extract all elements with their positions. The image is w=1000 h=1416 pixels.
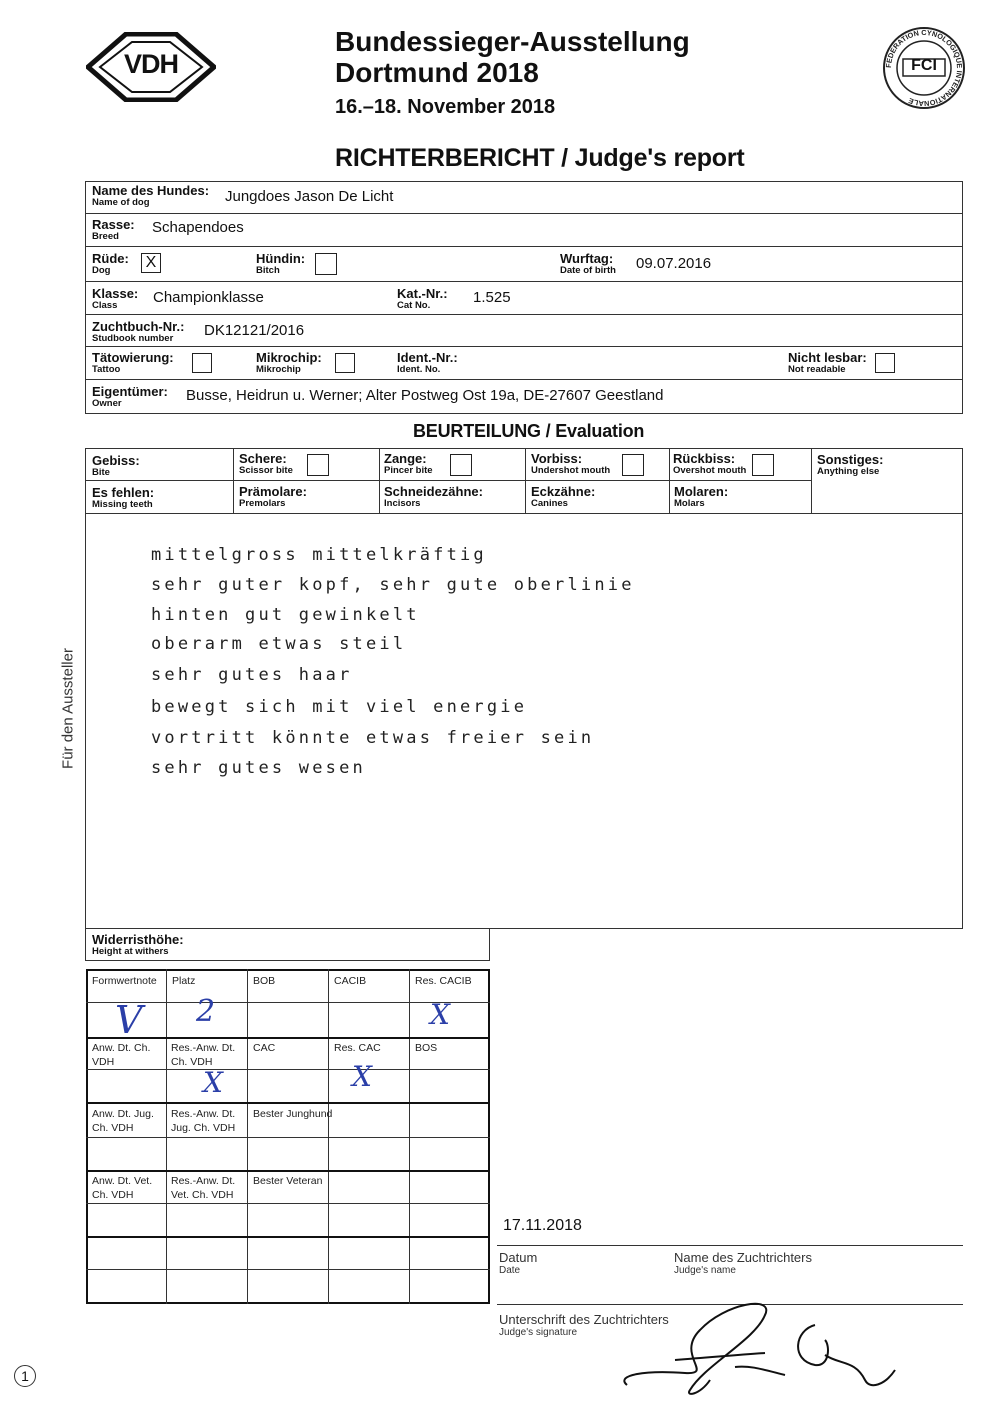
tattoo-label: Tätowierung: Tattoo: [92, 350, 174, 375]
male-label: Rüde: Dog: [92, 251, 129, 276]
studbook-value: DK12121/2016: [204, 322, 305, 339]
evaluation-line: mittelgross mittelkräftig: [151, 545, 487, 565]
incisor-label: Schneidezähne: Incisors: [384, 484, 483, 509]
tattoo-checkbox[interactable]: [192, 353, 212, 373]
evaluation-line: sehr gutes haar: [151, 665, 353, 685]
overshot-label: Rückbiss: Overshot mouth: [673, 451, 747, 476]
chip-label: Mikrochip: Mikrochip: [256, 350, 322, 375]
pincer-checkbox[interactable]: [450, 454, 472, 476]
bite-label: Gebiss: Bite: [92, 453, 140, 478]
dog-name-value: Jungdoes Jason De Licht: [225, 188, 394, 205]
grid-cell: Res. CAC: [334, 1042, 381, 1054]
scissor-label: Schere: Scissor bite: [239, 451, 293, 476]
grid-cell: Res.-Anw. Dt. Vet. Ch. VDH: [171, 1175, 236, 1201]
cat-value: 1.525: [473, 289, 511, 306]
signature-label: Unterschrift des Zuchtrichters Judge's signature: [499, 1312, 669, 1338]
overshot-checkbox[interactable]: [752, 454, 774, 476]
evaluation-title: BEURTEILUNG / Evaluation: [413, 421, 645, 441]
unread-label: Nicht lesbar: Not readable: [788, 350, 867, 375]
ident-label: Ident.-Nr.: Ident. No.: [397, 350, 458, 375]
female-checkbox[interactable]: [315, 253, 337, 275]
grid-cell: BOS: [415, 1042, 438, 1054]
res-cacib-mark: X: [430, 998, 450, 1031]
page-number: [14, 1365, 36, 1387]
owner-value: Busse, Heidrun u. Werner; Alter Postweg Ost 19a, DE-27607 Geestland: [186, 387, 664, 404]
svg-text:FEDERATION CYNOLOGIQUE INTERNA: FEDERATION CYNOLOGIQUE INTERNATIONALE: [883, 27, 965, 109]
owner-label: Eigentümer: Owner: [92, 384, 168, 409]
birth-label: Wurftag: Date of birth: [560, 251, 616, 276]
female-label: Hündin: Bitch: [256, 251, 306, 276]
birth-value: 09.07.2016: [636, 255, 712, 272]
report-title: RICHTERBERICHT / Judge's report: [335, 144, 745, 172]
show-title-line1: Bundessieger-Ausstellung: [335, 26, 690, 57]
side-label: Für den Aussteller: [59, 648, 77, 769]
date-value: 17.11.2018: [503, 1217, 582, 1234]
chip-checkbox[interactable]: [335, 353, 355, 373]
male-checkbox[interactable]: X: [141, 253, 161, 273]
grade-mark: V: [115, 998, 143, 1042]
evaluation-box: [85, 448, 963, 929]
molar-label: Molaren: Molars: [674, 484, 729, 509]
res-cac-mark: X: [352, 1060, 372, 1093]
height-label: Widerristhöhe: Height at withers: [92, 932, 184, 957]
grid-cell: Anw. Dt. Ch. VDH: [92, 1042, 151, 1068]
grid-cell: CAC: [253, 1042, 276, 1054]
evaluation-line: vortritt könnte etwas freier sein: [151, 728, 595, 748]
class-value: Championklasse: [153, 289, 264, 306]
grid-cell: BOB: [253, 975, 276, 987]
evaluation-line: hinten gut gewinkelt: [151, 605, 420, 625]
res-anw-mark: X: [203, 1066, 223, 1099]
evaluation-line: sehr gutes wesen: [151, 758, 366, 778]
grid-cell: Res.-Anw. Dt. Jug. Ch. VDH: [171, 1108, 236, 1134]
show-dates: 16.–18. November 2018: [335, 96, 556, 118]
vdh-logo-text: VDH: [123, 49, 178, 79]
grid-cell: Bester Junghund: [253, 1108, 333, 1120]
grid-cell: Anw. Dt. Jug. Ch. VDH: [92, 1108, 154, 1134]
class-label: Klasse: Class: [92, 286, 139, 311]
cat-label: Kat.-Nr.: Cat No.: [397, 286, 448, 311]
grid-cell: Bester Veteran: [253, 1175, 323, 1187]
fci-logo-text: FCI: [911, 57, 937, 74]
evaluation-line: bewegt sich mit viel energie: [151, 697, 528, 717]
grid-cell: Anw. Dt. Vet. Ch. VDH: [92, 1175, 153, 1201]
evaluation-line: sehr guter kopf, sehr gute oberlinie: [151, 575, 635, 595]
judge-name-label: Name des Zuchtrichters Judge's name: [674, 1250, 812, 1276]
dog-name-label: Name des Hundes: Name of dog: [92, 183, 210, 208]
breed-label: Rasse: Breed: [92, 217, 135, 242]
grid-cell: Res.-Anw. Dt. Ch. VDH: [171, 1042, 236, 1068]
missing-label: Es fehlen: Missing teeth: [92, 485, 155, 510]
show-title-line2: Dortmund 2018: [335, 57, 539, 88]
show-title: [335, 26, 690, 88]
evaluation-line: oberarm etwas steil: [151, 634, 407, 654]
studbook-label: Zuchtbuch-Nr.: Studbook number: [92, 319, 185, 344]
page-number-text: 1: [21, 1368, 29, 1384]
premolar-label: Prämolare: Premolars: [239, 484, 307, 509]
unread-checkbox[interactable]: [875, 353, 895, 373]
else-label: Sonstiges: Anything else: [817, 452, 884, 477]
grid-cell: Platz: [172, 975, 196, 987]
date-label: Datum Date: [499, 1250, 538, 1276]
canine-label: Eckzähne: Canines: [531, 484, 596, 509]
fci-logo: [881, 25, 967, 111]
pincer-label: Zange: Pincer bite: [384, 451, 433, 476]
grid-cell: Res. CACIB: [415, 975, 472, 987]
grid-cell: Formwertnote: [92, 975, 157, 987]
breed-value: Schapendoes: [152, 219, 244, 236]
placement-mark: 2: [196, 994, 216, 1029]
vdh-logo: [86, 32, 216, 102]
undershot-label: Vorbiss: Undershot mouth: [531, 451, 611, 476]
judge-signature: [615, 1285, 905, 1405]
undershot-checkbox[interactable]: [622, 454, 644, 476]
grid-cell: CACIB: [334, 975, 367, 987]
scissor-checkbox[interactable]: [307, 454, 329, 476]
